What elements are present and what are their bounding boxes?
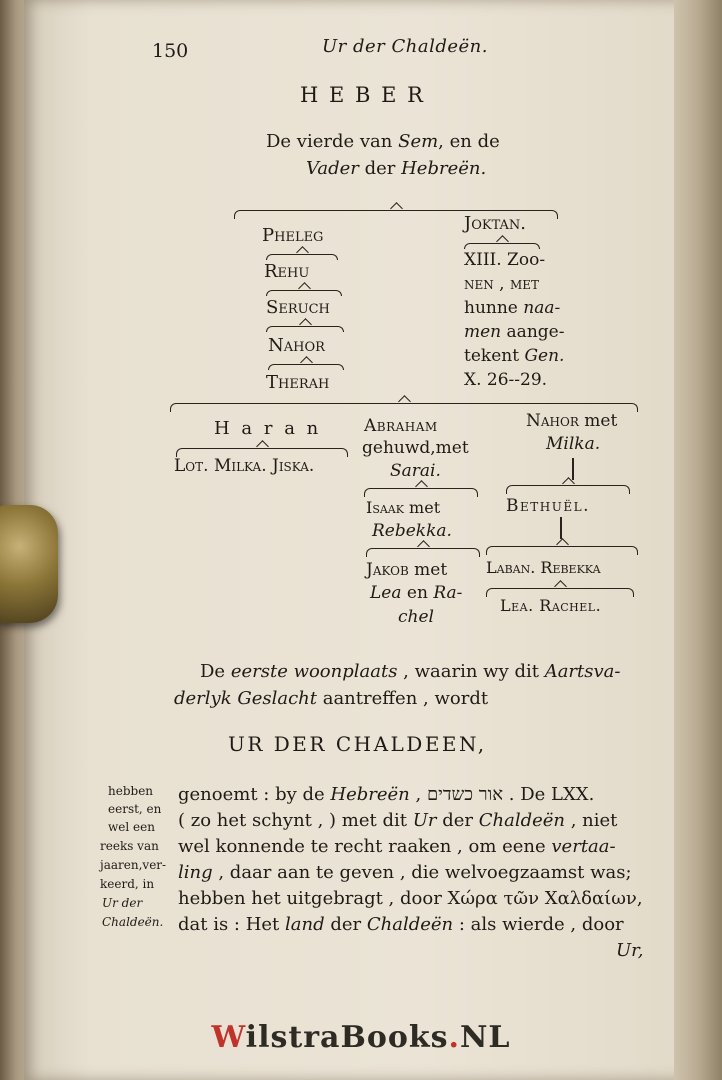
subheading-line-1: De vierde van Sem, en de — [266, 131, 500, 152]
name-bethuel: Bethuël. — [506, 496, 590, 516]
joktan-text-line: hunne naa- — [464, 298, 561, 318]
subheading-line-2: Vader der Hebreën. — [306, 158, 487, 179]
margin-note-line: Chaldeën. — [102, 915, 164, 929]
lea-rachel: Lea. Rachel. — [500, 596, 602, 615]
name-isaak: Isaak met — [366, 498, 441, 517]
running-title: Ur der Chaldeën. — [322, 36, 488, 57]
body-line-2: ( zo het schynt , ) met dit Ur der Chaldeën , niet — [178, 810, 618, 831]
watermark-logo: WilstraBooks.NL — [211, 1020, 511, 1055]
name-joktan: Joktan. — [464, 213, 527, 234]
name-pheleg: Pheleg — [262, 225, 324, 246]
connector-line — [572, 458, 574, 480]
name-sarai: Sarai. — [390, 461, 441, 481]
section-title: UR DER CHALDEEN, — [228, 732, 487, 756]
brace-small — [268, 364, 344, 370]
body-line-4: ling , daar aan te geven , die welvoegzaamst was; — [178, 862, 632, 883]
paragraph-line-2: derlyk Geslacht aantreffen , wordt — [174, 688, 489, 709]
book-page — [24, 0, 684, 1080]
name-nahor: Nahor — [268, 335, 325, 356]
name-rebekka: Rebekka. — [372, 521, 452, 541]
catchword: Ur, — [616, 940, 644, 961]
joktan-text-line: nen , met — [464, 274, 540, 294]
brace-small — [464, 243, 540, 249]
margin-note-line: hebben — [108, 784, 154, 798]
brace-small — [266, 326, 344, 332]
page-edge-right — [674, 0, 722, 1080]
joktan-text-line: men aange- — [464, 322, 565, 342]
brace-isaak-son — [366, 548, 480, 557]
body-line-5: hebben het uitgebragt , door Χώρα τῶν Χαλδαίων, — [178, 888, 643, 909]
margin-note-line: keerd, in — [100, 877, 155, 891]
haran-children: Lot. Milka. Jiska. — [174, 456, 315, 476]
body-line-6: dat is : Het land der Chaldeën : als wierde , door — [178, 914, 624, 935]
connector-line — [560, 517, 562, 539]
laban-rebekka: Laban. Rebekka — [486, 558, 601, 577]
name-therah: Therah — [266, 372, 330, 393]
brace-nahor-son — [506, 485, 630, 494]
body-line-1: genoemt : by de Hebreën , אור כשדים . De LXX. — [178, 784, 595, 805]
brace-small — [266, 290, 342, 296]
margin-note-line: jaaren,ver- — [100, 858, 167, 872]
brace-bethuel-children — [486, 546, 638, 555]
margin-note-line: wel een — [108, 820, 155, 834]
joktan-text-line: XIII. Zoo- — [464, 250, 546, 270]
name-nahor-2: Nahor met — [526, 411, 618, 431]
page-number: 150 — [152, 40, 189, 62]
name-seruch: Seruch — [266, 297, 330, 318]
margin-note-line: eerst, en — [108, 802, 162, 816]
abraham-married: gehuwd,met — [362, 438, 469, 458]
genealogy-heading: H E B E R — [300, 83, 425, 107]
joktan-text-line: X. 26--29. — [464, 370, 548, 390]
name-rehu: Rehu — [264, 261, 310, 282]
name-haran: H a r a n — [214, 418, 322, 439]
name-abraham: Abraham — [364, 416, 438, 436]
name-jakob: Jakob met — [366, 560, 448, 580]
margin-note-line: reeks van — [100, 839, 159, 853]
book-clasp — [0, 505, 58, 623]
jakob-wives-cont: chel — [398, 607, 434, 627]
jakob-wives: Lea en Ra- — [370, 583, 463, 603]
joktan-text-line: tekent Gen. — [464, 346, 565, 366]
name-milka: Milka. — [546, 434, 601, 454]
brace-abraham-son — [364, 488, 478, 497]
body-line-3: wel konnende te recht raaken , om eene vertaa- — [178, 836, 616, 857]
brace-small — [266, 254, 338, 260]
margin-note-line: Ur der — [102, 896, 143, 910]
paragraph-line-1: De eerste woonplaats , waarin wy dit Aartsva- — [200, 661, 621, 682]
